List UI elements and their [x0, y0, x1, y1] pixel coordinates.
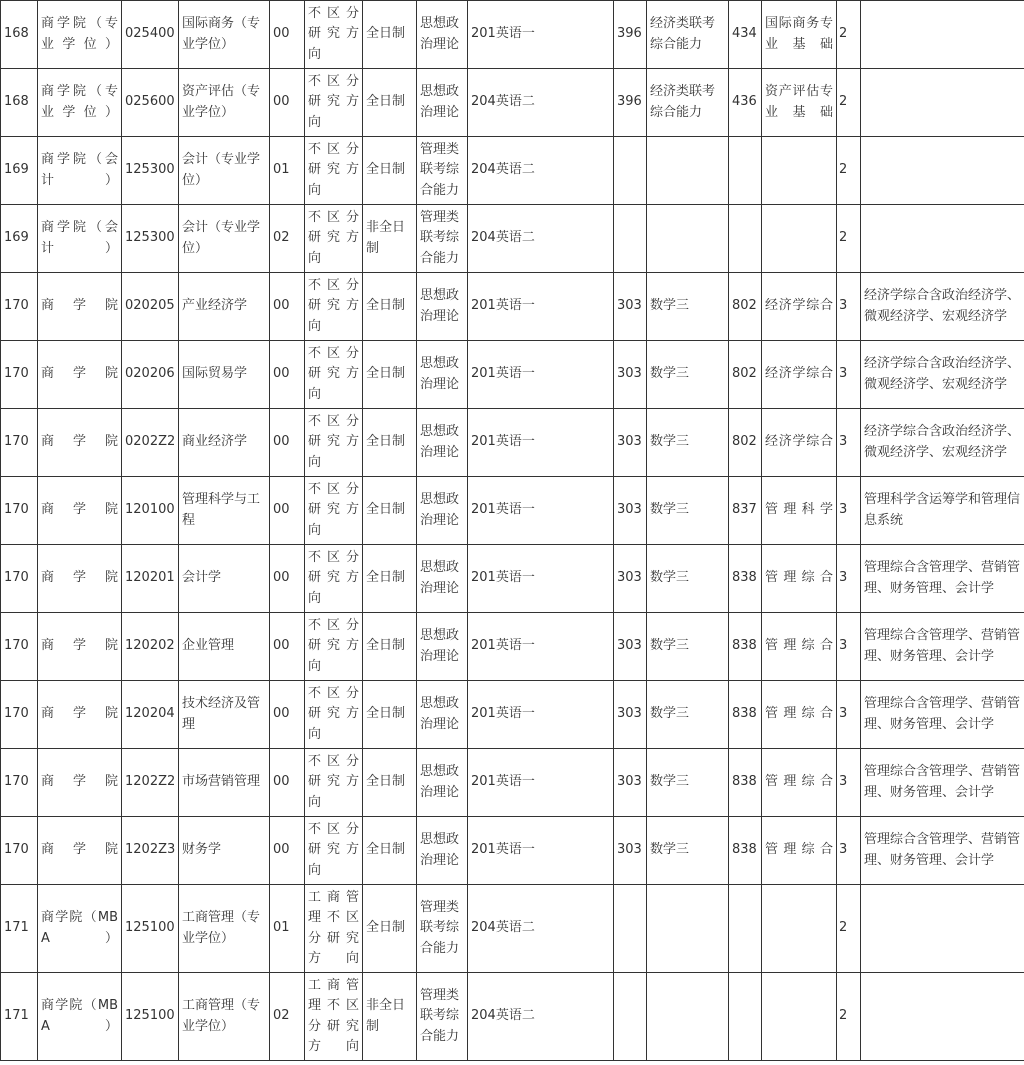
- table-row: [1, 205, 1024, 273]
- foreign-language-exam-cell: 201英语一: [468, 545, 614, 613]
- subject3-code-cell: 303: [614, 749, 647, 817]
- politics-exam-cell: 思想政治理论: [417, 1, 468, 69]
- politics-exam-cell: 思想政治理论: [417, 273, 468, 341]
- seq-cell: 170: [1, 817, 38, 885]
- study-mode-cell: 非全日制: [363, 973, 417, 1061]
- subject4-code-cell: 802: [729, 341, 762, 409]
- seq-cell: 170: [1, 341, 38, 409]
- table-row: [1, 613, 1024, 681]
- seq-cell: 169: [1, 205, 38, 273]
- subject3-name-cell: 数学三: [647, 273, 729, 341]
- subject4-name-cell: 管理综合: [762, 545, 837, 613]
- college-cell: 商学院（MBA）: [38, 885, 122, 973]
- politics-exam-cell: 思想政治理论: [417, 613, 468, 681]
- politics-exam-cell: 管理类联考综合能力: [417, 205, 468, 273]
- foreign-language-exam-cell: 204英语二: [468, 69, 614, 137]
- direction-name-cell: 工商管理不区分研究方向: [305, 973, 363, 1061]
- subject3-code-cell: 396: [614, 69, 647, 137]
- subject3-name-cell: 数学三: [647, 341, 729, 409]
- major-cell: 国际贸易学: [179, 341, 270, 409]
- subject3-code-cell: 303: [614, 409, 647, 477]
- study-mode-cell: 全日制: [363, 749, 417, 817]
- foreign-language-exam-cell: 201英语一: [468, 477, 614, 545]
- table-row: [1, 973, 1024, 1061]
- subject3-name-cell: 数学三: [647, 477, 729, 545]
- politics-exam-cell: 管理类联考综合能力: [417, 973, 468, 1061]
- code-cell: 125100: [122, 973, 179, 1061]
- direction-name-cell: 不区分研究方向: [305, 1, 363, 69]
- college-cell: 商学院: [38, 477, 122, 545]
- major-cell: 产业经济学: [179, 273, 270, 341]
- subject4-name-cell: [762, 973, 837, 1061]
- subject3-code-cell: [614, 137, 647, 205]
- seq-cell: 168: [1, 69, 38, 137]
- notes-cell: [861, 885, 1024, 973]
- code-cell: 1202Z2: [122, 749, 179, 817]
- direction-code-cell: 00: [270, 1, 305, 69]
- table-row: [1, 409, 1024, 477]
- direction-name-cell: 不区分研究方向: [305, 681, 363, 749]
- politics-exam-cell: 管理类联考综合能力: [417, 885, 468, 973]
- direction-name-cell: 不区分研究方向: [305, 341, 363, 409]
- politics-exam-cell: 思想政治理论: [417, 477, 468, 545]
- direction-code-cell: 00: [270, 749, 305, 817]
- notes-cell: [861, 137, 1024, 205]
- subject3-name-cell: [647, 137, 729, 205]
- politics-exam-cell: 思想政治理论: [417, 681, 468, 749]
- politics-exam-cell: 思想政治理论: [417, 545, 468, 613]
- study-years-cell: 3: [837, 681, 861, 749]
- subject4-code-cell: 838: [729, 749, 762, 817]
- subject3-code-cell: 303: [614, 341, 647, 409]
- table-row: [1, 1, 1024, 69]
- politics-exam-cell: 思想政治理论: [417, 69, 468, 137]
- seq-cell: 170: [1, 409, 38, 477]
- major-cell: 国际商务（专业学位）: [179, 1, 270, 69]
- foreign-language-exam-cell: 201英语一: [468, 409, 614, 477]
- study-mode-cell: 全日制: [363, 817, 417, 885]
- table-row: [1, 137, 1024, 205]
- subject3-code-cell: [614, 973, 647, 1061]
- code-cell: 1202Z3: [122, 817, 179, 885]
- subject4-name-cell: [762, 205, 837, 273]
- table-row: [1, 477, 1024, 545]
- major-cell: 市场营销管理: [179, 749, 270, 817]
- subject4-code-cell: 838: [729, 817, 762, 885]
- subject4-code-cell: 434: [729, 1, 762, 69]
- direction-name-cell: 不区分研究方向: [305, 477, 363, 545]
- foreign-language-exam-cell: 204英语二: [468, 973, 614, 1061]
- subject3-code-cell: 396: [614, 1, 647, 69]
- direction-code-cell: 00: [270, 273, 305, 341]
- notes-cell: 经济学综合含政治经济学、微观经济学、宏观经济学: [861, 273, 1024, 341]
- subject4-code-cell: [729, 205, 762, 273]
- study-mode-cell: 全日制: [363, 477, 417, 545]
- subject4-name-cell: 经济学综合: [762, 341, 837, 409]
- subject3-code-cell: 303: [614, 681, 647, 749]
- subject4-name-cell: 国际商务专业基础: [762, 1, 837, 69]
- code-cell: 120201: [122, 545, 179, 613]
- major-cell: 企业管理: [179, 613, 270, 681]
- table-body: [1, 1, 1024, 1061]
- college-cell: 商学院: [38, 409, 122, 477]
- notes-cell: [861, 973, 1024, 1061]
- code-cell: 020205: [122, 273, 179, 341]
- major-cell: 会计（专业学位）: [179, 137, 270, 205]
- foreign-language-exam-cell: 201英语一: [468, 681, 614, 749]
- direction-code-cell: 01: [270, 137, 305, 205]
- study-mode-cell: 全日制: [363, 613, 417, 681]
- subject4-name-cell: 管理综合: [762, 749, 837, 817]
- subject4-name-cell: 管理科学: [762, 477, 837, 545]
- study-years-cell: 2: [837, 885, 861, 973]
- subject3-name-cell: 经济类联考综合能力: [647, 1, 729, 69]
- study-years-cell: 3: [837, 817, 861, 885]
- subject4-name-cell: 管理综合: [762, 681, 837, 749]
- seq-cell: 168: [1, 1, 38, 69]
- direction-name-cell: 不区分研究方向: [305, 273, 363, 341]
- foreign-language-exam-cell: 204英语二: [468, 205, 614, 273]
- code-cell: 025600: [122, 69, 179, 137]
- notes-cell: 管理综合含管理学、营销管理、财务管理、会计学: [861, 681, 1024, 749]
- foreign-language-exam-cell: 201英语一: [468, 613, 614, 681]
- study-years-cell: 3: [837, 341, 861, 409]
- subject4-code-cell: 838: [729, 613, 762, 681]
- college-cell: 商学院: [38, 341, 122, 409]
- subject4-code-cell: 838: [729, 681, 762, 749]
- subject3-name-cell: [647, 205, 729, 273]
- direction-code-cell: 00: [270, 817, 305, 885]
- politics-exam-cell: 管理类联考综合能力: [417, 137, 468, 205]
- table-row: [1, 273, 1024, 341]
- notes-cell: 经济学综合含政治经济学、微观经济学、宏观经济学: [861, 409, 1024, 477]
- subject4-name-cell: 经济学综合: [762, 273, 837, 341]
- study-mode-cell: 全日制: [363, 885, 417, 973]
- subject3-name-cell: 数学三: [647, 681, 729, 749]
- college-cell: 商学院: [38, 613, 122, 681]
- notes-cell: 经济学综合含政治经济学、微观经济学、宏观经济学: [861, 341, 1024, 409]
- direction-code-cell: 00: [270, 69, 305, 137]
- subject4-name-cell: 管理综合: [762, 817, 837, 885]
- subject3-name-cell: 数学三: [647, 749, 729, 817]
- college-cell: 商学院: [38, 545, 122, 613]
- subject3-code-cell: 303: [614, 613, 647, 681]
- study-years-cell: 2: [837, 205, 861, 273]
- subject3-name-cell: 数学三: [647, 613, 729, 681]
- major-cell: 工商管理（专业学位）: [179, 973, 270, 1061]
- direction-code-cell: 00: [270, 477, 305, 545]
- direction-code-cell: 00: [270, 681, 305, 749]
- table-row: [1, 545, 1024, 613]
- study-years-cell: 2: [837, 137, 861, 205]
- study-years-cell: 2: [837, 973, 861, 1061]
- subject4-name-cell: [762, 885, 837, 973]
- politics-exam-cell: 思想政治理论: [417, 409, 468, 477]
- direction-name-cell: 不区分研究方向: [305, 817, 363, 885]
- major-cell: 商业经济学: [179, 409, 270, 477]
- table-row: [1, 69, 1024, 137]
- direction-name-cell: 不区分研究方向: [305, 613, 363, 681]
- study-years-cell: 3: [837, 409, 861, 477]
- direction-name-cell: 工商管理不区分研究方向: [305, 885, 363, 973]
- direction-code-cell: 00: [270, 613, 305, 681]
- subject3-name-cell: 数学三: [647, 409, 729, 477]
- study-years-cell: 2: [837, 1, 861, 69]
- college-cell: 商学院（会计）: [38, 137, 122, 205]
- study-years-cell: 2: [837, 69, 861, 137]
- subject4-name-cell: 经济学综合: [762, 409, 837, 477]
- study-mode-cell: 全日制: [363, 681, 417, 749]
- subject3-code-cell: [614, 885, 647, 973]
- subject4-code-cell: 802: [729, 273, 762, 341]
- politics-exam-cell: 思想政治理论: [417, 817, 468, 885]
- subject3-name-cell: 数学三: [647, 817, 729, 885]
- code-cell: 025400: [122, 1, 179, 69]
- college-cell: 商学院: [38, 749, 122, 817]
- direction-name-cell: 不区分研究方向: [305, 137, 363, 205]
- subject4-name-cell: 资产评估专业基础: [762, 69, 837, 137]
- direction-name-cell: 不区分研究方向: [305, 749, 363, 817]
- subject4-code-cell: [729, 137, 762, 205]
- subject3-name-cell: 数学三: [647, 545, 729, 613]
- major-cell: 工商管理（专业学位）: [179, 885, 270, 973]
- college-cell: 商学院（MBA）: [38, 973, 122, 1061]
- major-cell: 财务学: [179, 817, 270, 885]
- study-mode-cell: 全日制: [363, 409, 417, 477]
- seq-cell: 169: [1, 137, 38, 205]
- code-cell: 120202: [122, 613, 179, 681]
- study-mode-cell: 非全日制: [363, 205, 417, 273]
- study-years-cell: 3: [837, 273, 861, 341]
- study-years-cell: 3: [837, 477, 861, 545]
- seq-cell: 170: [1, 749, 38, 817]
- subject4-code-cell: [729, 973, 762, 1061]
- study-mode-cell: 全日制: [363, 545, 417, 613]
- study-mode-cell: 全日制: [363, 69, 417, 137]
- table-row: [1, 817, 1024, 885]
- study-years-cell: 3: [837, 613, 861, 681]
- direction-code-cell: 01: [270, 885, 305, 973]
- foreign-language-exam-cell: 204英语二: [468, 137, 614, 205]
- direction-code-cell: 00: [270, 545, 305, 613]
- study-mode-cell: 全日制: [363, 273, 417, 341]
- major-cell: 技术经济及管理: [179, 681, 270, 749]
- seq-cell: 170: [1, 545, 38, 613]
- seq-cell: 170: [1, 477, 38, 545]
- study-years-cell: 3: [837, 545, 861, 613]
- direction-code-cell: 02: [270, 973, 305, 1061]
- notes-cell: [861, 69, 1024, 137]
- foreign-language-exam-cell: 201英语一: [468, 273, 614, 341]
- seq-cell: 171: [1, 885, 38, 973]
- code-cell: 125100: [122, 885, 179, 973]
- college-cell: 商学院（专业学位）: [38, 69, 122, 137]
- subject3-name-cell: 经济类联考综合能力: [647, 69, 729, 137]
- subject4-code-cell: 838: [729, 545, 762, 613]
- code-cell: 120204: [122, 681, 179, 749]
- foreign-language-exam-cell: 201英语一: [468, 1, 614, 69]
- foreign-language-exam-cell: 201英语一: [468, 341, 614, 409]
- subject3-code-cell: [614, 205, 647, 273]
- major-cell: 管理科学与工程: [179, 477, 270, 545]
- direction-code-cell: 00: [270, 409, 305, 477]
- college-cell: 商学院: [38, 817, 122, 885]
- study-mode-cell: 全日制: [363, 137, 417, 205]
- code-cell: 020206: [122, 341, 179, 409]
- code-cell: 0202Z2: [122, 409, 179, 477]
- direction-code-cell: 02: [270, 205, 305, 273]
- notes-cell: 管理综合含管理学、营销管理、财务管理、会计学: [861, 749, 1024, 817]
- foreign-language-exam-cell: 204英语二: [468, 885, 614, 973]
- major-cell: 会计（专业学位）: [179, 205, 270, 273]
- subject4-name-cell: 管理综合: [762, 613, 837, 681]
- notes-cell: [861, 205, 1024, 273]
- code-cell: 120100: [122, 477, 179, 545]
- notes-cell: 管理综合含管理学、营销管理、财务管理、会计学: [861, 613, 1024, 681]
- direction-name-cell: 不区分研究方向: [305, 205, 363, 273]
- table-row: [1, 681, 1024, 749]
- code-cell: 125300: [122, 205, 179, 273]
- seq-cell: 170: [1, 613, 38, 681]
- notes-cell: 管理科学含运筹学和管理信息系统: [861, 477, 1024, 545]
- politics-exam-cell: 思想政治理论: [417, 749, 468, 817]
- subject3-name-cell: [647, 973, 729, 1061]
- direction-name-cell: 不区分研究方向: [305, 545, 363, 613]
- subject4-code-cell: 837: [729, 477, 762, 545]
- subject3-code-cell: 303: [614, 477, 647, 545]
- college-cell: 商学院（专业学位）: [38, 1, 122, 69]
- subject4-code-cell: 436: [729, 69, 762, 137]
- direction-name-cell: 不区分研究方向: [305, 409, 363, 477]
- major-cell: 会计学: [179, 545, 270, 613]
- notes-cell: 管理综合含管理学、营销管理、财务管理、会计学: [861, 545, 1024, 613]
- politics-exam-cell: 思想政治理论: [417, 341, 468, 409]
- seq-cell: 170: [1, 681, 38, 749]
- notes-cell: [861, 1, 1024, 69]
- subject3-code-cell: 303: [614, 273, 647, 341]
- table-row: [1, 341, 1024, 409]
- study-years-cell: 3: [837, 749, 861, 817]
- code-cell: 125300: [122, 137, 179, 205]
- subject4-code-cell: [729, 885, 762, 973]
- table-row: [1, 885, 1024, 973]
- study-mode-cell: 全日制: [363, 341, 417, 409]
- college-cell: 商学院: [38, 273, 122, 341]
- subject4-name-cell: [762, 137, 837, 205]
- college-cell: 商学院（会计）: [38, 205, 122, 273]
- direction-code-cell: 00: [270, 341, 305, 409]
- seq-cell: 171: [1, 973, 38, 1061]
- direction-name-cell: 不区分研究方向: [305, 69, 363, 137]
- seq-cell: 170: [1, 273, 38, 341]
- subject3-code-cell: 303: [614, 545, 647, 613]
- foreign-language-exam-cell: 201英语一: [468, 817, 614, 885]
- table-row: [1, 749, 1024, 817]
- subject4-code-cell: 802: [729, 409, 762, 477]
- subject3-name-cell: [647, 885, 729, 973]
- foreign-language-exam-cell: 201英语一: [468, 749, 614, 817]
- subject3-code-cell: 303: [614, 817, 647, 885]
- college-cell: 商学院: [38, 681, 122, 749]
- notes-cell: 管理综合含管理学、营销管理、财务管理、会计学: [861, 817, 1024, 885]
- major-cell: 资产评估（专业学位）: [179, 69, 270, 137]
- study-mode-cell: 全日制: [363, 1, 417, 69]
